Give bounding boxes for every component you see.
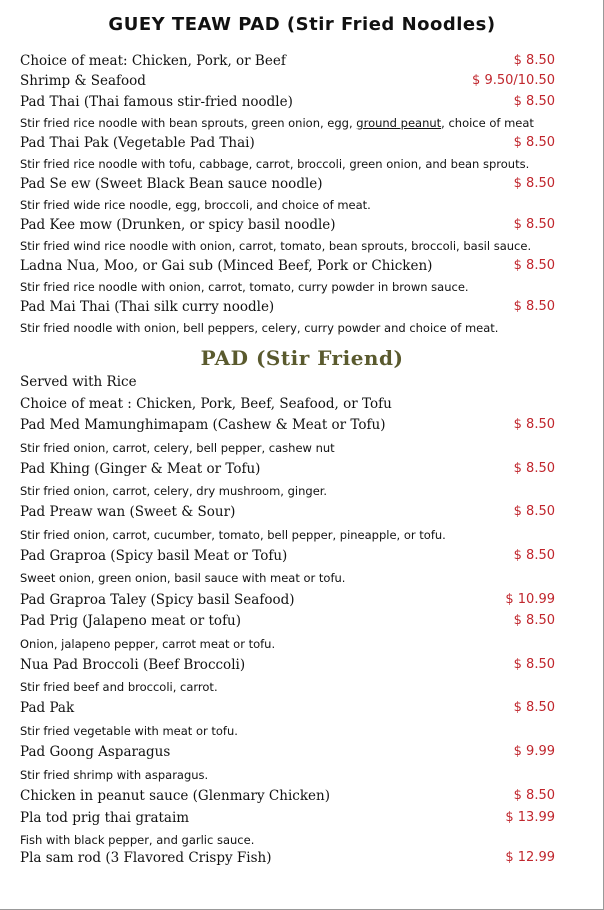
menu-item <box>20 417 555 437</box>
item-price: $ 8.50 <box>513 299 555 314</box>
menu-item <box>20 135 555 155</box>
section-title-noodles: GUEY TEAW PAD (Stir Fried Noodles) <box>108 14 496 35</box>
section-title-stir-fry: PAD (Stir Friend) <box>200 346 404 370</box>
menu-item <box>20 788 555 808</box>
item-price: $ 8.50 <box>513 53 555 68</box>
menu-item <box>20 258 555 278</box>
item-description-text: , choice of meat <box>441 116 534 130</box>
item-name: Shrimp & Seafood <box>20 73 146 89</box>
menu-item <box>20 810 555 830</box>
menu-item <box>20 176 555 196</box>
item-price: $ 8.50 <box>513 94 555 109</box>
menu-item <box>20 53 555 73</box>
item-name: Choice of meat: Chicken, Pork, or Beef <box>20 53 286 69</box>
item-name: Pad Goong Asparagus <box>20 744 171 760</box>
item-description: Stir fried rice noodle with tofu, cabbage, carrot, broccoli, green onion, and bean sprouts. <box>20 157 530 171</box>
item-name: Pad Thai (Thai famous stir-fried noodle) <box>20 94 293 110</box>
item-description-underlined: ground peanut <box>356 116 442 130</box>
item-price: $ 13.99 <box>505 810 555 825</box>
item-description: Sweet onion, green onion, basil sauce with meat or tofu. <box>20 571 346 585</box>
item-name: Pad Se ew (Sweet Black Bean sauce noodle) <box>20 176 323 192</box>
item-price: $ 8.50 <box>513 548 555 563</box>
item-description: Stir fried wide rice noodle, egg, broccoli, and choice of meat. <box>20 198 371 212</box>
item-name: Pad Mai Thai (Thai silk curry noodle) <box>20 299 275 315</box>
item-name: Chicken in peanut sauce (Glenmary Chicken) <box>20 788 330 804</box>
meat-choice-note: Choice of meat : Chicken, Pork, Beef, Seafood, or Tofu <box>20 396 392 412</box>
item-name: Pad Preaw wan (Sweet & Sour) <box>20 504 236 520</box>
item-name: Pad Khing (Ginger & Meat or Tofu) <box>20 461 261 477</box>
menu-item <box>20 217 555 237</box>
item-price: $ 10.99 <box>505 592 555 607</box>
item-price: $ 8.50 <box>513 657 555 672</box>
item-description: Stir fried vegetable with meat or tofu. <box>20 724 238 738</box>
menu-item <box>20 592 555 612</box>
item-name: Nua Pad Broccoli (Beef Broccoli) <box>20 657 246 673</box>
menu-item <box>20 94 555 114</box>
item-price: $ 8.50 <box>513 700 555 715</box>
item-description: Stir fried rice noodle with onion, carrot, tomato, curry powder in brown sauce. <box>20 280 469 294</box>
item-name: Pad Graproa Taley (Spicy basil Seafood) <box>20 592 295 608</box>
menu-item <box>20 700 555 720</box>
menu-item <box>20 657 555 677</box>
item-name: Ladna Nua, Moo, or Gai sub (Minced Beef, Pork or Chicken) <box>20 258 433 274</box>
item-price: $ 8.50 <box>513 176 555 191</box>
item-price: $ 8.50 <box>513 135 555 150</box>
item-description: Stir fried onion, carrot, celery, dry mushroom, ginger. <box>20 484 328 498</box>
item-description <box>20 116 534 130</box>
item-name: Pla tod prig thai grataim <box>20 810 190 826</box>
item-price: $ 8.50 <box>513 258 555 273</box>
item-description: Fish with black pepper, and garlic sauce. <box>20 833 255 847</box>
item-price: $ 8.50 <box>513 417 555 432</box>
item-description: Onion, jalapeno pepper, carrot meat or tofu. <box>20 637 276 651</box>
item-price: $ 8.50 <box>513 217 555 232</box>
item-description: Stir fried wind rice noodle with onion, carrot, tomato, bean sprouts, broccoli, basil sauce. <box>20 239 532 253</box>
item-name: Pla sam rod (3 Flavored Crispy Fish) <box>20 850 272 866</box>
menu-item <box>20 613 555 633</box>
menu-item <box>20 299 555 319</box>
item-description: Stir fried noodle with onion, bell peppers, celery, curry powder and choice of meat. <box>20 321 499 335</box>
item-description: Stir fried beef and broccoli, carrot. <box>20 680 218 694</box>
item-price: $ 8.50 <box>513 613 555 628</box>
item-description-text: Stir fried rice noodle with bean sprouts, green onion, egg, <box>20 116 357 130</box>
item-name: Pad Med Mamunghimapam (Cashew & Meat or Tofu) <box>20 417 386 433</box>
item-price: $ 8.50 <box>513 788 555 803</box>
menu-item <box>20 744 555 764</box>
item-name: Pad Prig (Jalapeno meat or tofu) <box>20 613 242 629</box>
item-name: Pad Pak <box>20 700 75 716</box>
menu-item <box>20 548 555 568</box>
item-name: Pad Graproa (Spicy basil Meat or Tofu) <box>20 548 288 564</box>
item-price: $ 8.50 <box>513 504 555 519</box>
menu-item <box>20 504 555 524</box>
menu-item <box>20 850 555 870</box>
item-description: Stir fried onion, carrot, cucumber, tomato, bell pepper, pineapple, or tofu. <box>20 528 446 542</box>
item-name: Pad Kee mow (Drunken, or spicy basil noodle) <box>20 217 336 233</box>
item-name: Pad Thai Pak (Vegetable Pad Thai) <box>20 135 255 151</box>
menu-item <box>20 73 555 93</box>
item-price: $ 9.99 <box>513 744 555 759</box>
item-price: $ 12.99 <box>505 850 555 865</box>
item-description: Stir fried shrimp with asparagus. <box>20 768 209 782</box>
item-price: $ 8.50 <box>513 461 555 476</box>
item-price: $ 9.50/10.50 <box>472 73 555 88</box>
item-description: Stir fried onion, carrot, celery, bell pepper, cashew nut <box>20 441 335 455</box>
menu-item <box>20 461 555 481</box>
served-note: Served with Rice <box>20 374 137 390</box>
